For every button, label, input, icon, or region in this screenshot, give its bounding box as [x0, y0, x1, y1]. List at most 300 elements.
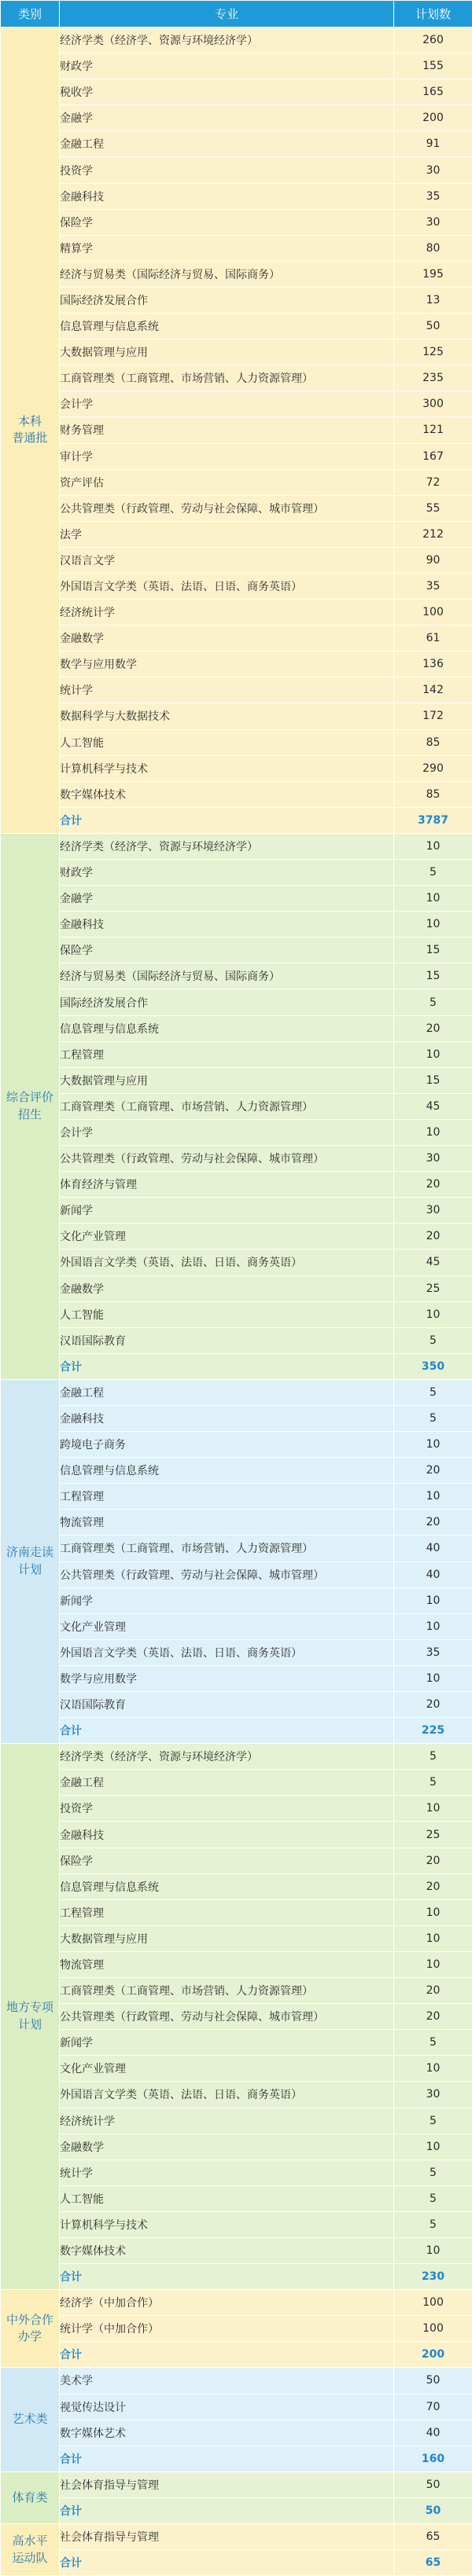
major-cell: 经济与贸易类（国际经济与贸易、国际商务）: [60, 261, 394, 287]
major-cell: 信息管理与信息系统: [60, 1873, 394, 1899]
count-cell: 25: [394, 1275, 472, 1301]
count-cell: 10: [394, 1301, 472, 1327]
count-cell: 172: [394, 703, 472, 729]
count-cell: 10: [394, 2237, 472, 2263]
major-cell: 计算机科学与技术: [60, 755, 394, 781]
count-cell: 30: [394, 1146, 472, 1172]
table-row: [1, 1172, 472, 1198]
count-cell: 80: [394, 235, 472, 261]
subtotal-label: 合计: [60, 807, 394, 833]
table-row: [1, 989, 472, 1015]
table-row: [1, 1536, 472, 1561]
count-cell: 85: [394, 781, 472, 807]
table-row: [1, 600, 472, 626]
count-cell: 136: [394, 651, 472, 677]
table-row: [1, 53, 472, 79]
count-cell: 50: [394, 314, 472, 339]
table-row: [1, 1041, 472, 1067]
count-cell: 61: [394, 626, 472, 651]
table-row: [1, 469, 472, 495]
major-cell: 数字媒体技术: [60, 2237, 394, 2263]
table-row: [1, 2160, 472, 2185]
major-cell: 工商管理类（工商管理、市场营销、人力资源管理）: [60, 1536, 394, 1561]
count-cell: 155: [394, 53, 472, 79]
major-cell: 工程管理: [60, 1484, 394, 1510]
major-cell: 金融科技: [60, 912, 394, 938]
count-cell: 5: [394, 989, 472, 1015]
table-row: [1, 1561, 472, 1587]
count-cell: 55: [394, 495, 472, 521]
count-cell: 90: [394, 547, 472, 573]
major-cell: 资产评估: [60, 469, 394, 495]
count-cell: 10: [394, 1119, 472, 1145]
major-cell: 金融工程: [60, 1770, 394, 1796]
major-cell: 数学与应用数学: [60, 1665, 394, 1691]
subtotal-value: 3787: [394, 807, 472, 833]
category-cell: 综合评价 招生: [1, 833, 60, 1379]
major-cell: 会计学: [60, 391, 394, 417]
table-row: [1, 1224, 472, 1249]
count-cell: 15: [394, 938, 472, 963]
major-cell: 金融学: [60, 886, 394, 912]
count-cell: 20: [394, 1848, 472, 1873]
table-row: [1, 1275, 472, 1301]
major-cell: 汉语国际教育: [60, 1327, 394, 1353]
count-cell: 40: [394, 1536, 472, 1561]
category-cell: 艺术类: [1, 2368, 60, 2471]
count-cell: 20: [394, 1458, 472, 1484]
subtotal-value: 225: [394, 1718, 472, 1744]
table-row: [1, 28, 472, 53]
count-cell: 10: [394, 2134, 472, 2160]
table-row: [1, 1613, 472, 1639]
count-cell: 20: [394, 2004, 472, 2030]
table-row: [1, 391, 472, 417]
major-cell: 体育经济与管理: [60, 1172, 394, 1198]
table-row: [1, 886, 472, 912]
count-cell: 50: [394, 2368, 472, 2394]
major-cell: 跨境电子商务: [60, 1432, 394, 1458]
count-cell: 10: [394, 1484, 472, 1510]
subtotal-value: 230: [394, 2264, 472, 2290]
subtotal-label: 合计: [60, 1353, 394, 1379]
subtotal-value: 160: [394, 2446, 472, 2471]
count-cell: 100: [394, 2316, 472, 2342]
table-row: [1, 1198, 472, 1224]
table-row: [1, 2030, 472, 2056]
count-cell: 30: [394, 2082, 472, 2108]
count-cell: 20: [394, 1224, 472, 1249]
count-cell: 10: [394, 1665, 472, 1691]
subtotal-row: [1, 1353, 472, 1379]
count-cell: 10: [394, 1587, 472, 1613]
count-cell: 65: [394, 2524, 472, 2550]
table-row: [1, 2082, 472, 2108]
subtotal-label: 合计: [60, 2550, 394, 2576]
major-cell: 物流管理: [60, 1510, 394, 1536]
category-cell: 中外合作 办学: [1, 2290, 60, 2368]
major-cell: 精算学: [60, 235, 394, 261]
table-row: [1, 2394, 472, 2420]
major-cell: 经济学类（经济学、资源与环境经济学）: [60, 833, 394, 859]
count-cell: 30: [394, 157, 472, 183]
major-cell: 经济统计学: [60, 2108, 394, 2134]
table-row: [1, 2056, 472, 2082]
major-cell: 经济学（中加合作）: [60, 2290, 394, 2316]
count-cell: 5: [394, 1405, 472, 1431]
table-row: [1, 1899, 472, 1925]
table-row: [1, 1692, 472, 1718]
subtotal-row: [1, 2550, 472, 2576]
count-cell: 100: [394, 2290, 472, 2316]
major-cell: 大数据管理与应用: [60, 339, 394, 365]
table-row: [1, 729, 472, 755]
subtotal-label: 合计: [60, 2497, 394, 2523]
category-cell: 济南走读 计划: [1, 1379, 60, 1743]
count-cell: 10: [394, 886, 472, 912]
count-cell: 10: [394, 1899, 472, 1925]
table-row: [1, 626, 472, 651]
major-cell: 外国语言文学类（英语、法语、日语、商务英语）: [60, 573, 394, 599]
table-row: [1, 1978, 472, 2004]
table-row: [1, 495, 472, 521]
major-cell: 金融数学: [60, 1275, 394, 1301]
table-row: [1, 1432, 472, 1458]
count-cell: 195: [394, 261, 472, 287]
table-row: [1, 1925, 472, 1951]
table-row: [1, 912, 472, 938]
table-row: [1, 860, 472, 886]
subtotal-label: 合计: [60, 2342, 394, 2368]
subtotal-value: 350: [394, 1353, 472, 1379]
major-cell: 数据科学与大数据技术: [60, 703, 394, 729]
table-row: [1, 261, 472, 287]
count-cell: 10: [394, 1951, 472, 1977]
table-row: [1, 2290, 472, 2316]
category-cell: 本科 普通批: [1, 28, 60, 834]
major-cell: 统计学: [60, 677, 394, 703]
table-row: [1, 521, 472, 547]
subtotal-label: 合计: [60, 1718, 394, 1744]
major-cell: 视觉传达设计: [60, 2394, 394, 2420]
subtotal-value: 200: [394, 2342, 472, 2368]
table-row: [1, 365, 472, 391]
subtotal-value: 50: [394, 2497, 472, 2523]
count-cell: 5: [394, 2030, 472, 2056]
table-row: [1, 2316, 472, 2342]
major-cell: 数学与应用数学: [60, 651, 394, 677]
count-cell: 5: [394, 2211, 472, 2237]
subtotal-row: [1, 2264, 472, 2290]
table-row: [1, 1327, 472, 1353]
major-cell: 人工智能: [60, 729, 394, 755]
table-row: [1, 755, 472, 781]
major-cell: 统计学（中加合作）: [60, 2316, 394, 2342]
major-cell: 公共管理类（行政管理、劳动与社会保障、城市管理）: [60, 2004, 394, 2030]
count-cell: 10: [394, 2056, 472, 2082]
table-row: [1, 651, 472, 677]
table-row: [1, 677, 472, 703]
count-cell: 100: [394, 600, 472, 626]
table-row: [1, 2524, 472, 2550]
major-cell: 文化产业管理: [60, 2056, 394, 2082]
category-cell: 高水平 运动队: [1, 2524, 60, 2576]
count-cell: 20: [394, 1978, 472, 2004]
count-cell: 121: [394, 417, 472, 443]
major-cell: 工程管理: [60, 1041, 394, 1067]
count-cell: 40: [394, 2420, 472, 2446]
category-cell: 地方专项 计划: [1, 1744, 60, 2290]
table-row: [1, 131, 472, 157]
table-row: [1, 1067, 472, 1093]
table-row: [1, 938, 472, 963]
major-cell: 保险学: [60, 209, 394, 235]
count-cell: 40: [394, 1561, 472, 1587]
count-cell: 35: [394, 1639, 472, 1665]
count-cell: 5: [394, 2108, 472, 2134]
count-cell: 212: [394, 521, 472, 547]
count-cell: 13: [394, 287, 472, 313]
major-cell: 大数据管理与应用: [60, 1925, 394, 1951]
count-cell: 200: [394, 105, 472, 131]
table-row: [1, 105, 472, 131]
major-cell: 汉语国际教育: [60, 1692, 394, 1718]
major-cell: 法学: [60, 521, 394, 547]
count-cell: 5: [394, 1379, 472, 1405]
major-cell: 公共管理类（行政管理、劳动与社会保障、城市管理）: [60, 495, 394, 521]
major-cell: 信息管理与信息系统: [60, 314, 394, 339]
major-cell: 信息管理与信息系统: [60, 1015, 394, 1041]
count-cell: 10: [394, 1432, 472, 1458]
table-row: [1, 1639, 472, 1665]
count-cell: 70: [394, 2394, 472, 2420]
count-cell: 165: [394, 79, 472, 105]
major-cell: 外国语言文学类（英语、法语、日语、商务英语）: [60, 1249, 394, 1275]
table-row: [1, 2108, 472, 2134]
major-cell: 外国语言文学类（英语、法语、日语、商务英语）: [60, 1639, 394, 1665]
table-row: [1, 833, 472, 859]
table-row: [1, 2134, 472, 2160]
count-cell: 5: [394, 1770, 472, 1796]
major-cell: 人工智能: [60, 1301, 394, 1327]
table-row: [1, 314, 472, 339]
count-cell: 20: [394, 1015, 472, 1041]
count-cell: 125: [394, 339, 472, 365]
count-cell: 10: [394, 833, 472, 859]
table-body: [1, 28, 472, 2576]
major-cell: 汉语言文学: [60, 547, 394, 573]
table-row: [1, 1848, 472, 1873]
subtotal-label: 合计: [60, 2446, 394, 2471]
count-cell: 5: [394, 860, 472, 886]
count-cell: 20: [394, 1873, 472, 1899]
table-row: [1, 2420, 472, 2446]
major-cell: 国际经济发展合作: [60, 287, 394, 313]
major-cell: 投资学: [60, 1796, 394, 1822]
count-cell: 35: [394, 573, 472, 599]
count-cell: 10: [394, 1925, 472, 1951]
table-row: [1, 2237, 472, 2263]
subtotal-row: [1, 2342, 472, 2368]
count-cell: 260: [394, 28, 472, 53]
count-cell: 142: [394, 677, 472, 703]
table-row: [1, 235, 472, 261]
major-cell: 保险学: [60, 1848, 394, 1873]
subtotal-row: [1, 807, 472, 833]
major-cell: 社会体育指导与管理: [60, 2524, 394, 2550]
major-cell: 金融学: [60, 105, 394, 131]
table-row: [1, 547, 472, 573]
table-row: [1, 2004, 472, 2030]
major-cell: 金融数学: [60, 626, 394, 651]
major-cell: 大数据管理与应用: [60, 1067, 394, 1093]
major-cell: 税收学: [60, 79, 394, 105]
major-cell: 文化产业管理: [60, 1224, 394, 1249]
major-cell: 审计学: [60, 443, 394, 469]
table-row: [1, 1770, 472, 1796]
major-cell: 新闻学: [60, 2030, 394, 2056]
table-row: [1, 2211, 472, 2237]
count-cell: 20: [394, 1510, 472, 1536]
count-cell: 25: [394, 1822, 472, 1848]
major-cell: 金融工程: [60, 1379, 394, 1405]
major-cell: 数字媒体艺术: [60, 2420, 394, 2446]
table-row: [1, 573, 472, 599]
table-row: [1, 79, 472, 105]
table-row: [1, 1379, 472, 1405]
table-row: [1, 209, 472, 235]
count-cell: 30: [394, 209, 472, 235]
table-row: [1, 1484, 472, 1510]
category-cell: 体育类: [1, 2471, 60, 2523]
major-cell: 工商管理类（工商管理、市场营销、人力资源管理）: [60, 365, 394, 391]
table-row: [1, 1458, 472, 1484]
major-cell: 工商管理类（工商管理、市场营销、人力资源管理）: [60, 1093, 394, 1119]
table-row: [1, 1665, 472, 1691]
subtotal-label: 合计: [60, 2264, 394, 2290]
table-row: [1, 183, 472, 209]
count-cell: 15: [394, 963, 472, 989]
table-row: [1, 443, 472, 469]
table-row: [1, 1796, 472, 1822]
table-row: [1, 1744, 472, 1770]
count-cell: 91: [394, 131, 472, 157]
count-cell: 290: [394, 755, 472, 781]
table-row: [1, 1146, 472, 1172]
major-cell: 统计学: [60, 2160, 394, 2185]
count-cell: 235: [394, 365, 472, 391]
count-cell: 45: [394, 1093, 472, 1119]
table-row: [1, 1951, 472, 1977]
count-cell: 30: [394, 1198, 472, 1224]
major-cell: 经济学类（经济学、资源与环境经济学）: [60, 28, 394, 53]
major-cell: 数字媒体技术: [60, 781, 394, 807]
major-cell: 经济学类（经济学、资源与环境经济学）: [60, 1744, 394, 1770]
table-row: [1, 2368, 472, 2394]
major-cell: 工商管理类（工商管理、市场营销、人力资源管理）: [60, 1978, 394, 2004]
table-row: [1, 339, 472, 365]
count-cell: 10: [394, 1796, 472, 1822]
table-row: [1, 2471, 472, 2497]
table-row: [1, 417, 472, 443]
major-cell: 物流管理: [60, 1951, 394, 1977]
table-row: [1, 157, 472, 183]
subtotal-value: 65: [394, 2550, 472, 2576]
table-row: [1, 1093, 472, 1119]
major-cell: 保险学: [60, 938, 394, 963]
major-cell: 会计学: [60, 1119, 394, 1145]
major-cell: 财政学: [60, 860, 394, 886]
count-cell: 167: [394, 443, 472, 469]
major-cell: 金融工程: [60, 131, 394, 157]
count-cell: 15: [394, 1067, 472, 1093]
table-row: [1, 287, 472, 313]
major-cell: 外国语言文学类（英语、法语、日语、商务英语）: [60, 2082, 394, 2108]
major-cell: 财政学: [60, 53, 394, 79]
major-cell: 信息管理与信息系统: [60, 1458, 394, 1484]
subtotal-row: [1, 2446, 472, 2471]
major-cell: 财务管理: [60, 417, 394, 443]
table-row: [1, 1301, 472, 1327]
table-row: [1, 1119, 472, 1145]
count-cell: 10: [394, 1613, 472, 1639]
major-cell: 公共管理类（行政管理、劳动与社会保障、城市管理）: [60, 1561, 394, 1587]
major-cell: 金融科技: [60, 183, 394, 209]
table-header-row: [1, 1, 472, 28]
count-cell: 50: [394, 2471, 472, 2497]
count-cell: 20: [394, 1172, 472, 1198]
table-row: [1, 1822, 472, 1848]
major-cell: 金融数学: [60, 2134, 394, 2160]
table-row: [1, 2185, 472, 2211]
major-cell: 经济统计学: [60, 600, 394, 626]
count-cell: 5: [394, 2185, 472, 2211]
table-row: [1, 1873, 472, 1899]
major-cell: 国际经济发展合作: [60, 989, 394, 1015]
major-cell: 社会体育指导与管理: [60, 2471, 394, 2497]
major-cell: 人工智能: [60, 2185, 394, 2211]
subtotal-row: [1, 2497, 472, 2523]
count-cell: 72: [394, 469, 472, 495]
header-category: 类别: [1, 1, 60, 28]
major-cell: 新闻学: [60, 1587, 394, 1613]
count-cell: 300: [394, 391, 472, 417]
table-row: [1, 1405, 472, 1431]
header-major: 专业: [60, 1, 394, 28]
count-cell: 5: [394, 1744, 472, 1770]
table-row: [1, 781, 472, 807]
count-cell: 10: [394, 912, 472, 938]
major-cell: 美术学: [60, 2368, 394, 2394]
count-cell: 5: [394, 2160, 472, 2185]
major-cell: 经济与贸易类（国际经济与贸易、国际商务）: [60, 963, 394, 989]
header-count: 计划数: [394, 1, 472, 28]
count-cell: 20: [394, 1692, 472, 1718]
count-cell: 85: [394, 729, 472, 755]
major-cell: 计算机科学与技术: [60, 2211, 394, 2237]
count-cell: 35: [394, 183, 472, 209]
major-cell: 工程管理: [60, 1899, 394, 1925]
table-row: [1, 1587, 472, 1613]
table-row: [1, 703, 472, 729]
table-row: [1, 1249, 472, 1275]
table-row: [1, 1510, 472, 1536]
major-cell: 文化产业管理: [60, 1613, 394, 1639]
table-row: [1, 1015, 472, 1041]
major-cell: 新闻学: [60, 1198, 394, 1224]
major-cell: 金融科技: [60, 1405, 394, 1431]
major-cell: 投资学: [60, 157, 394, 183]
